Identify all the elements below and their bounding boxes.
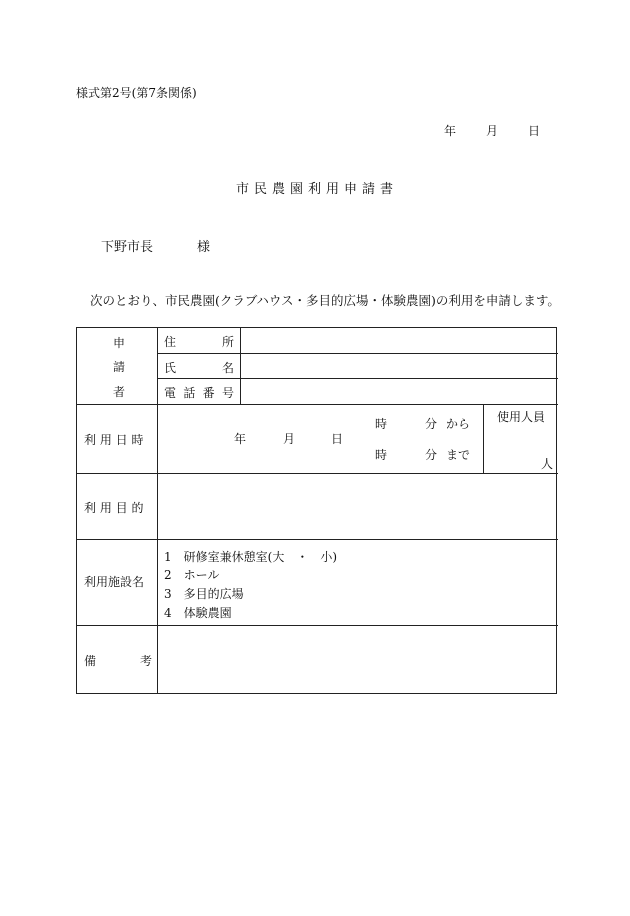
- usage-day-label: 日: [331, 432, 344, 446]
- column-divider: [483, 404, 484, 473]
- addressee-name: 下野市長: [101, 240, 154, 255]
- purpose-field[interactable]: [164, 478, 549, 534]
- facility-name: 研修室兼休憩室(大 ・ 小): [183, 550, 338, 564]
- address-label: 住 所: [164, 335, 234, 349]
- name-field[interactable]: [247, 356, 552, 376]
- end-minute-label: 分: [425, 448, 438, 462]
- facility-number: 3: [164, 587, 172, 601]
- row-divider: [77, 473, 558, 474]
- date-line: [444, 122, 540, 139]
- start-from-label: から: [446, 417, 471, 431]
- phone-field[interactable]: [247, 381, 552, 401]
- facility-option-4[interactable]: [164, 604, 232, 621]
- name-label: 氏 名: [164, 361, 234, 375]
- applicant-label-3: 者: [113, 385, 126, 399]
- facility-number: 4: [164, 606, 172, 620]
- row-divider: [158, 378, 558, 379]
- applicant-label-1: 申: [113, 336, 126, 350]
- form-number: 様式第2号(第7条関係): [76, 86, 197, 100]
- facility-option-2[interactable]: [164, 566, 219, 583]
- remarks-label: 備 考: [84, 654, 152, 668]
- intro-text: 次のとおり、市民農園(クラブハウス・多目的広場・体験農園)の利用を申請します。: [90, 293, 560, 308]
- row-divider: [77, 625, 558, 626]
- end-to-label: まで: [446, 448, 471, 462]
- addressee-honorific: 様: [197, 240, 211, 255]
- facility-option-3[interactable]: [164, 585, 244, 602]
- facility-name: 体験農園: [183, 606, 232, 620]
- facility-number: 1: [164, 550, 172, 564]
- facility-name: ホール: [183, 568, 220, 582]
- facility-option-1[interactable]: [164, 548, 337, 565]
- applicant-label-2: 請: [113, 360, 126, 374]
- addressee: [101, 236, 210, 255]
- date-year-label: 年: [444, 124, 457, 138]
- facility-label: 利用施設名: [84, 575, 145, 589]
- usage-year-label: 年: [234, 432, 247, 446]
- phone-label: 電 話 番 号: [164, 386, 234, 400]
- remarks-field[interactable]: [164, 630, 549, 690]
- facility-number: 2: [164, 568, 172, 582]
- usage-month-label: 月: [283, 432, 296, 446]
- end-hour-label: 時: [375, 448, 388, 462]
- column-divider: [240, 328, 241, 404]
- usage-datetime-label: 利 用 日 時: [84, 433, 144, 447]
- start-minute-label: 分: [425, 417, 438, 431]
- column-divider: [157, 328, 158, 694]
- facility-name: 多目的広場: [183, 587, 244, 601]
- address-field[interactable]: [247, 331, 552, 351]
- row-divider: [77, 404, 558, 405]
- users-unit-label: 人: [541, 457, 554, 471]
- application-table: [76, 327, 557, 694]
- row-divider: [158, 353, 558, 354]
- document-title: 市民農園利用申請書: [236, 182, 399, 197]
- row-divider: [77, 539, 558, 540]
- start-hour-label: 時: [375, 417, 388, 431]
- purpose-label: 利 用 目 的: [84, 501, 144, 515]
- date-day-label: 日: [528, 124, 541, 138]
- date-month-label: 月: [486, 124, 499, 138]
- users-count-label: 使用人員: [497, 410, 546, 424]
